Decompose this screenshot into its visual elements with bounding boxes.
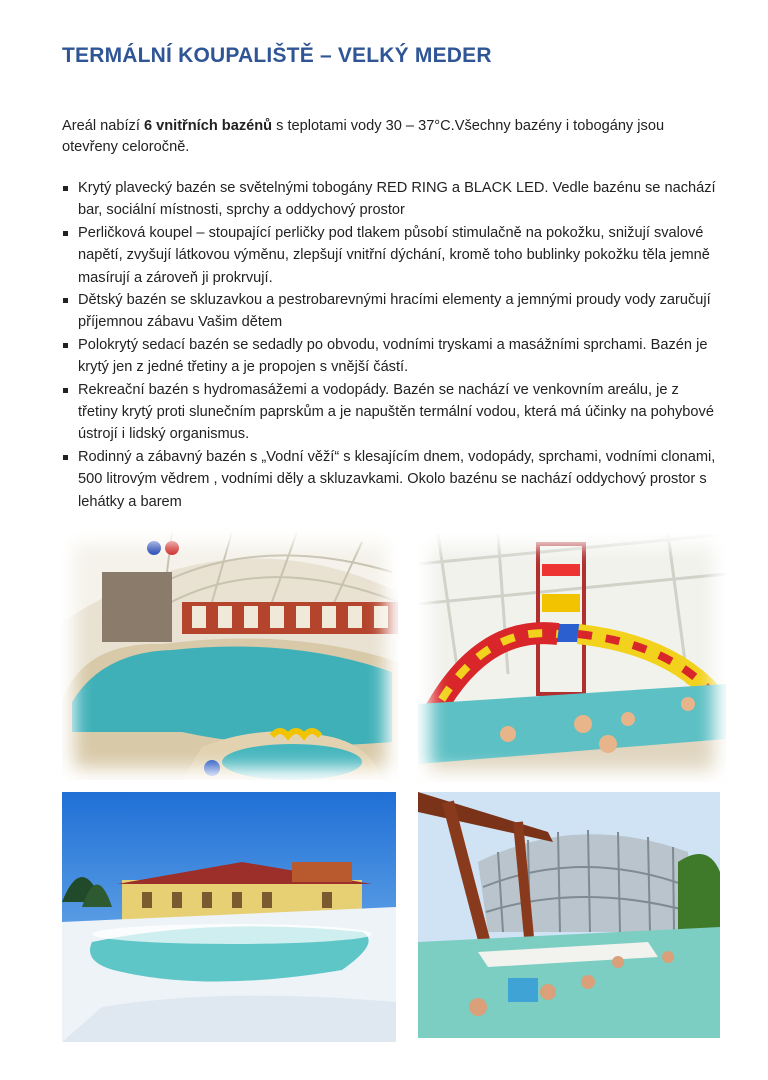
intro-prefix: Areál nabízí bbox=[62, 118, 144, 134]
list-item bbox=[62, 379, 717, 446]
list-item-text: Rodinný a zábavný bazén s „Vodní věží“ s klesajícím dnem, vodopády, sprchami, vodními clonami, 500 litrovým vědrem , vodními děly a skluzavkami. Okolo bazénu se nachází oddychový prostor s lehátky a barem bbox=[78, 448, 716, 510]
list-item bbox=[62, 222, 717, 289]
list-item bbox=[62, 289, 717, 334]
intro-paragraph bbox=[62, 116, 712, 158]
list-item-text: Polokrytý sedací bazén se sedadly po obvodu, vodními tryskami a masážními sprchami. Bazén je krytý jen z jedné třetiny a je propojen s vnější částí. bbox=[78, 336, 708, 376]
outdoor-winter-pool-photo bbox=[62, 792, 396, 1042]
outdoor-recreation-pool-photo bbox=[418, 792, 720, 1038]
intro-highlight: 6 vnitřních bazénů bbox=[143, 118, 273, 134]
list-item-text: Rekreační bazén s hydromasážemi a vodopády. Bazén se nachází ve venkovním areálu, je z třetiny krytý proti slunečním paprskům a je napuštěn termální vodou, která má účinky na pohybové ústrojí i lidský organismus. bbox=[78, 381, 714, 443]
kids-pool-photo bbox=[418, 534, 726, 782]
list-item bbox=[62, 334, 717, 379]
list-item bbox=[62, 446, 717, 513]
pool-feature-list bbox=[62, 177, 717, 513]
intro-suffix: s teplotami vody 30 – 37°C.Všechny bazény i tobogány jsou otevřeny celoročně. bbox=[62, 118, 665, 155]
list-item-text: Krytý plavecký bazén se světelnými tobogány RED RING a BLACK LED. Vedle bazénu se nachází bar, sociální místnosti, sprchy a oddychový prostor bbox=[78, 180, 716, 219]
page-title: TERMÁLNÍ KOUPALIŠTĚ – VELKÝ MEDER bbox=[62, 44, 492, 67]
list-item-text: Dětský bazén se skluzavkou a pestrobarevnými hracími elementy a jemnými proudy vody zaručují příjemnou zábavu Vašim dětem bbox=[78, 292, 711, 331]
list-item-text: Perličková koupel – stoupající perličky pod tlakem působí stimulačně na pokožku, snižují svalové napětí, zvyšují látkovou výměnu, zlepšují vnitřní dýchání, kromě toho bublinky pokožku těla jemně masírují a zároveň ji prokrvují. bbox=[78, 224, 710, 286]
list-item bbox=[62, 177, 717, 222]
indoor-pool-photo bbox=[62, 532, 398, 780]
